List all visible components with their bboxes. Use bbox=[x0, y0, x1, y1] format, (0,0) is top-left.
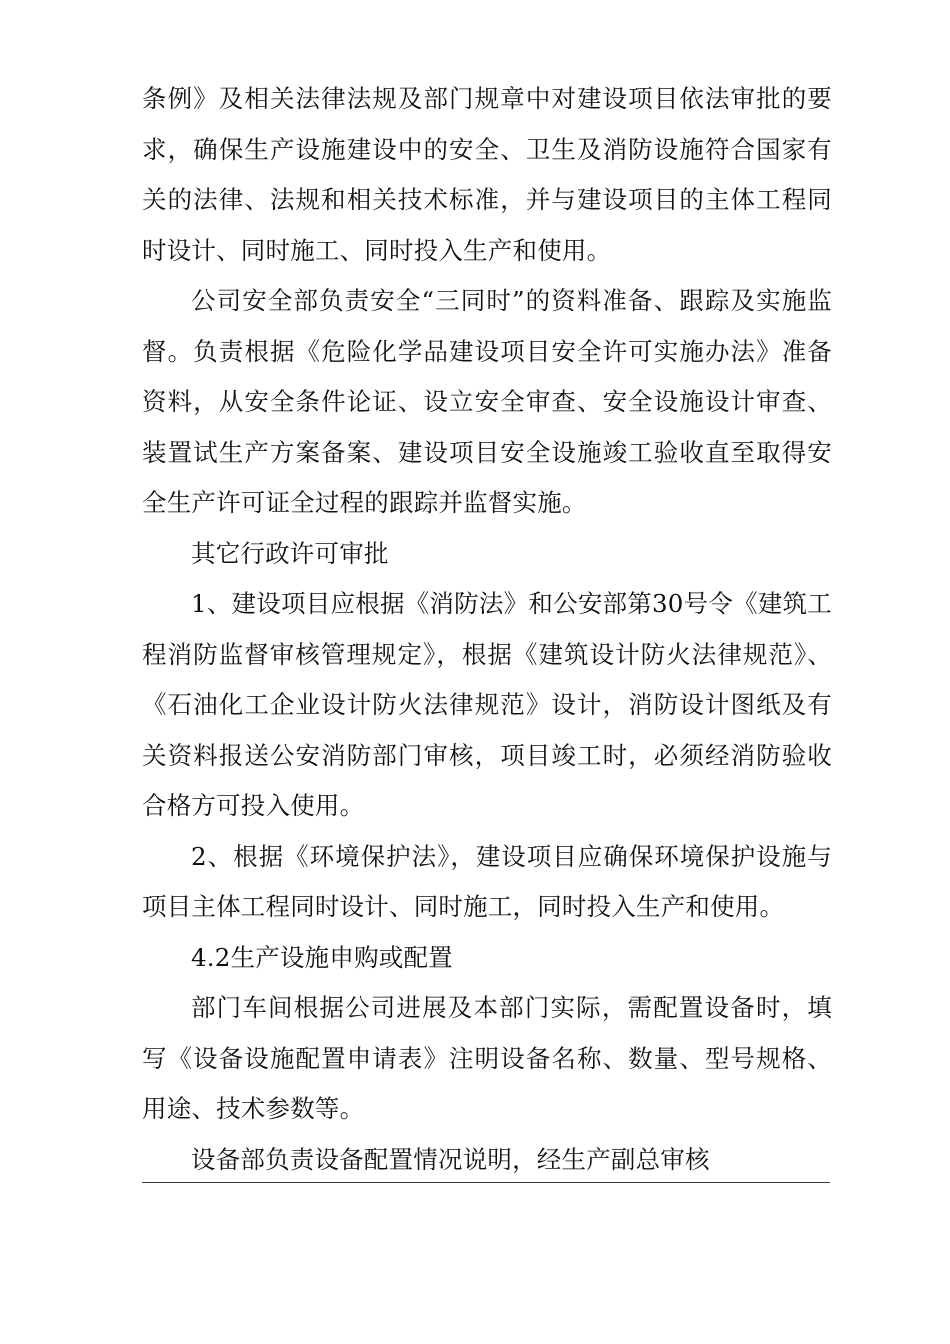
section-heading-4-2: 4.2生产设施申购或配置 bbox=[191, 942, 453, 972]
document-body bbox=[142, 74, 832, 1185]
paragraph-continuation: 条例》及相关法律法规及部门规章中对建设项目依法审批的要求，确保生产设施建设中的安全、卫生及消防设施符合国家有关的法律、法规和相关技术标准，并与建设项目的主体工程同时设计、同时施工、同时投入生产和使用。 bbox=[142, 84, 832, 265]
section-heading-other-permits: 其它行政许可审批 bbox=[191, 538, 389, 568]
paragraph-safety-dept: 公司安全部负责安全“三同时”的资料准备、跟踪及实施监督。负责根据《危险化学品建设项目安全许可实施办法》准备资料，从安全条件论证、设立安全审查、安全设施设计审查、装置试生产方案备案、建设项目安全设施竣工验收直至取得安全生产许可证全过程的跟踪并监督实施。 bbox=[142, 286, 832, 517]
paragraph-equipment-request: 部门车间根据公司进展及本部门实际，需配置设备时，填写《设备设施配置申请表》注明设备名称、数量、型号规格、用途、技术参数等。 bbox=[142, 993, 832, 1123]
paragraph-equipment-dept: 设备部负责设备配置情况说明，经生产副总审核 bbox=[191, 1144, 710, 1174]
paragraph-fire-protection: 1、建设项目应根据《消防法》和公安部第30号令《建筑工程消防监督审核管理规定》，根据《建筑设计防火法律规范》、《石油化工企业设计防火法律规范》设计，消防设计图纸及有关资料报送公安消防部门审核，项目竣工时，必须经消防验收合格方可投入使用。 bbox=[142, 589, 832, 820]
paragraph-environmental-protection: 2、根据《环境保护法》，建设项目应确保环境保护设施与项目主体工程同时设计、同时施工，同时投入生产和使用。 bbox=[142, 841, 832, 921]
footer-divider bbox=[142, 1182, 830, 1183]
